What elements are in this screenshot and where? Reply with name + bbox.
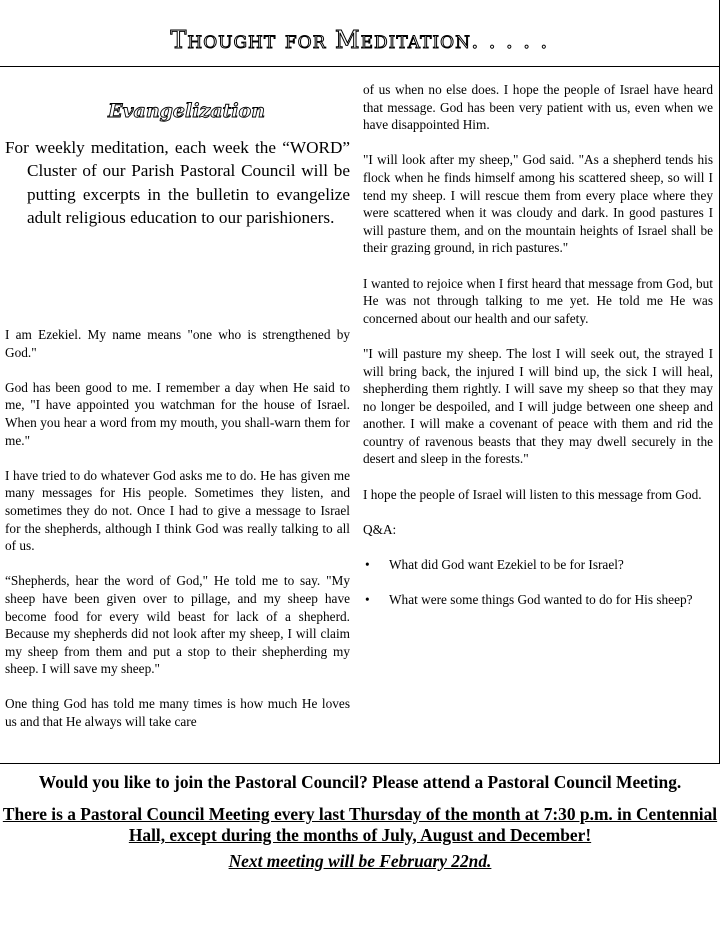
list-item <box>363 556 713 574</box>
footer-invitation: Would you like to join the Pastoral Council? Please attend a Pastoral Council Meeting. <box>38 772 682 792</box>
section-heading: Evangelization <box>108 100 266 122</box>
page-title: Thought for Meditation. . . . . <box>170 26 549 54</box>
header <box>0 0 720 66</box>
bullet-icon: • <box>365 557 370 573</box>
list-item <box>363 591 713 609</box>
right-column <box>363 81 713 626</box>
left-column <box>5 326 350 748</box>
paragraph: I wanted to rejoice when I first heard that message from God, but He was not through talking to me yet. He told me He was concerned about our health and our safety. <box>363 275 713 326</box>
paragraph: I have tried to do whatever God asks me to do. He has given me many messages for His people. Sometimes they listen, and sometimes they do not. Once I had to give a message to Israel for the shepherds, although I think God was really talking to all of us. <box>5 467 350 554</box>
bullet-icon: • <box>365 592 370 608</box>
footer-schedule: There is a Pastoral Council Meeting every last Thursday of the month at 7:30 p.m. in Centennial Hall, except during the months of July, August and December! <box>2 803 718 845</box>
paragraph: I hope the people of Israel will listen to this message from God. <box>363 486 702 502</box>
intro-block <box>5 136 350 230</box>
footer <box>0 772 720 872</box>
paragraph: "I will pasture my sheep. The lost I will seek out, the strayed I will bring back, the injured I will bind up, the sick I will heal, shepherding them rightly. I will save my sheep so that they may no longer be despoiled, and I will judge between one sheep and another. I will make a covenant of peace with them and rid the country of ravenous beasts that they may dwell securely in the desert and sleep in the forests." <box>363 345 713 467</box>
intro-text: For weekly meditation, each week the “WORD” Cluster of our Parish Pastoral Council will be putting excerpts in the bulletin to evangelize adult religious education to our parishioners. <box>5 138 350 228</box>
question-text: What did God want Ezekiel to be for Israel? <box>389 557 624 573</box>
paragraph: God has been good to me. I remember a day when He said to me, "I have appointed you watchman for the house of Israel. When you hear a word from my mouth, you shall-warn them for me." <box>5 379 350 448</box>
paragraph: of us when no else does. I hope the people of Israel have heard that message. God has been very patient with us, even when we have disappointed Him. <box>363 82 713 133</box>
paragraph: "I will look after my sheep," God said. "As a shepherd tends his flock when he finds himself among his scattered sheep, so will I tend my sheep. I will rescue them from every place where they were scattered when it was cloudy and dark. In good pastures I will pasture them, and on the mountain heights of Israel shall be their grazing ground, in rich pastures." <box>363 152 713 256</box>
qa-label: Q&A: <box>363 521 397 537</box>
footer-next-meeting: Next meeting will be February 22nd. <box>228 850 492 871</box>
paragraph: One thing God has told me many times is how much He loves us and that He always will take care <box>5 696 350 730</box>
paragraph: I am Ezekiel. My name means "one who is strengthened by God." <box>5 327 350 360</box>
question-text: What were some things God wanted to do for His sheep? <box>389 592 693 608</box>
paragraph: “Shepherds, hear the word of God," He told me to say. "My sheep have been given over to pillage, and my sheep have become food for every wild beast for lack of a shepherd. Because my shepherds did not look after my sheep, I will claim my sheep from them and put a stop to their shepherding my sheep. I will save my sheep." <box>5 573 350 677</box>
qa-list <box>363 556 713 609</box>
